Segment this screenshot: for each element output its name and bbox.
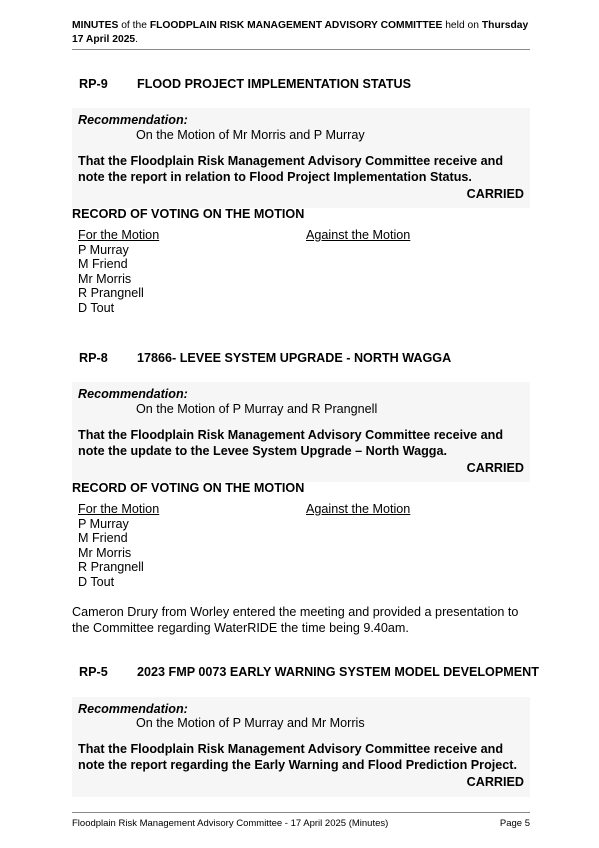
item-code: RP-8 bbox=[79, 351, 108, 365]
carried-status: CARRIED bbox=[466, 461, 524, 475]
item-heading bbox=[79, 351, 451, 365]
page-header bbox=[72, 19, 532, 47]
voting-record-title: RECORD OF VOTING ON THE MOTION bbox=[72, 481, 305, 495]
header-day: Thursday bbox=[481, 20, 529, 31]
resolution-text: That the Floodplain Risk Management Advisory Committee receive and note the update to the Levee System Upgrade – North Wagga. bbox=[78, 428, 504, 458]
voting-record-title: RECORD OF VOTING ON THE MOTION bbox=[72, 207, 305, 221]
recommendation-label: Recommendation: bbox=[78, 113, 188, 127]
voter: P Murray bbox=[78, 242, 129, 257]
motion-text: On the Motion of P Murray and Mr Morris bbox=[136, 716, 365, 730]
page-number: Page 5 bbox=[499, 818, 530, 829]
carried-status: CARRIED bbox=[466, 187, 524, 201]
header-committee: FLOODPLAIN RISK MANAGEMENT ADVISORY COMMITTEE bbox=[149, 20, 443, 31]
resolution-text: That the Floodplain Risk Management Advisory Committee receive and note the report regarding the Early Warning and Flood Prediction Project. bbox=[78, 742, 517, 772]
voter: P Murray bbox=[78, 516, 129, 531]
voter: Mr Morris bbox=[78, 545, 132, 560]
against-the-motion-label: Against the Motion bbox=[306, 502, 411, 516]
header-held: held on bbox=[442, 20, 482, 31]
voter: M Friend bbox=[78, 531, 128, 545]
recommendation-label: Recommendation: bbox=[78, 702, 188, 716]
header-prefix: MINUTES bbox=[72, 20, 119, 31]
item-title: 17866- LEVEE SYSTEM UPGRADE - NORTH WAGGA bbox=[137, 351, 452, 365]
item-heading bbox=[79, 665, 539, 679]
header-date: 17 April 2025 bbox=[72, 34, 136, 45]
against-the-motion-label: Against the Motion bbox=[306, 228, 411, 242]
header-period: . bbox=[135, 34, 139, 45]
for-the-motion-column bbox=[78, 502, 159, 589]
voter: M Friend bbox=[78, 257, 128, 271]
header-of: of the bbox=[118, 20, 150, 31]
for-the-motion-column bbox=[78, 228, 159, 315]
item-title: FLOOD PROJECT IMPLEMENTATION STATUS bbox=[137, 77, 412, 91]
for-the-motion-label: For the Motion bbox=[78, 228, 160, 242]
item-code: RP-5 bbox=[79, 665, 108, 679]
item-heading bbox=[79, 77, 411, 91]
voter: R Prangnell bbox=[78, 286, 144, 300]
motion-text: On the Motion of Mr Morris and P Murray bbox=[136, 128, 365, 142]
motion-text: On the Motion of P Murray and R Prangnell bbox=[136, 402, 378, 416]
footer-title: Floodplain Risk Management Advisory Committee - 17 April 2025 (Minutes) bbox=[72, 818, 389, 829]
voter: D Tout bbox=[78, 574, 115, 589]
recommendation-label: Recommendation: bbox=[78, 387, 188, 401]
footer-divider bbox=[72, 812, 530, 813]
page-footer bbox=[72, 818, 530, 829]
header-divider bbox=[72, 49, 530, 50]
voter: D Tout bbox=[78, 300, 115, 315]
carried-status: CARRIED bbox=[466, 775, 524, 789]
resolution-text: That the Floodplain Risk Management Advisory Committee receive and note the report in relation to Flood Project Implementation Status. bbox=[78, 154, 504, 184]
voter: R Prangnell bbox=[78, 560, 144, 574]
meeting-note: Cameron Drury from Worley entered the meeting and provided a presentation to the Committee regarding WaterRIDE the time being 9.40am. bbox=[72, 605, 519, 635]
for-the-motion-label: For the Motion bbox=[78, 502, 160, 516]
item-code: RP-9 bbox=[79, 77, 108, 91]
item-title: 2023 FMP 0073 EARLY WARNING SYSTEM MODEL DEVELOPMENT bbox=[137, 665, 539, 679]
voter: Mr Morris bbox=[78, 271, 132, 286]
